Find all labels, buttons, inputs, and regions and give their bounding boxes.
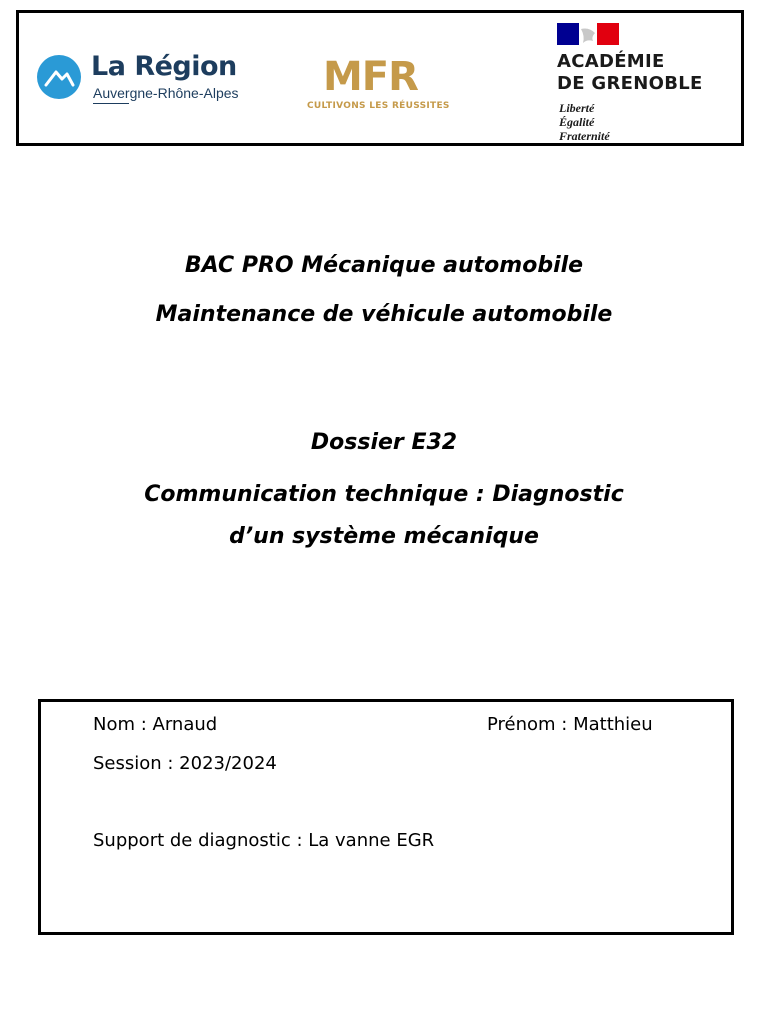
academie-logo bbox=[557, 23, 747, 147]
mfr-tagline: CULTIVONS LES RÉUSSITES bbox=[307, 101, 450, 111]
header-logos-frame bbox=[16, 10, 744, 146]
title-maintenance: Maintenance de véhicule automobile bbox=[155, 302, 613, 327]
region-underline bbox=[93, 103, 129, 104]
prenom-field: Prénom : Matthieu bbox=[487, 714, 653, 735]
region-logo bbox=[37, 51, 257, 111]
session-field: Session : 2023/2024 bbox=[93, 753, 277, 774]
marianne-flag-icon bbox=[557, 23, 619, 45]
academie-title: ACADÉMIE DE GRENOBLE bbox=[557, 51, 703, 94]
academie-motto: Liberté Égalité Fraternité bbox=[559, 101, 610, 143]
region-subtitle: Auvergne-Rhône-Alpes bbox=[93, 85, 239, 101]
mfr-logo bbox=[307, 54, 477, 115]
nom-field: Nom : Arnaud bbox=[93, 714, 218, 735]
title-dossier: Dossier E32 bbox=[310, 430, 458, 455]
title-systeme: d’un système mécanique bbox=[229, 524, 539, 549]
region-title: La Région bbox=[91, 51, 237, 82]
mfr-title: MFR bbox=[323, 54, 418, 100]
support-field: Support de diagnostic : La vanne EGR bbox=[93, 830, 435, 851]
student-info-box bbox=[38, 699, 734, 935]
title-communication: Communication technique : Diagnostic bbox=[144, 482, 624, 507]
mountain-icon bbox=[37, 55, 81, 99]
title-bac-pro: BAC PRO Mécanique automobile bbox=[184, 253, 584, 278]
